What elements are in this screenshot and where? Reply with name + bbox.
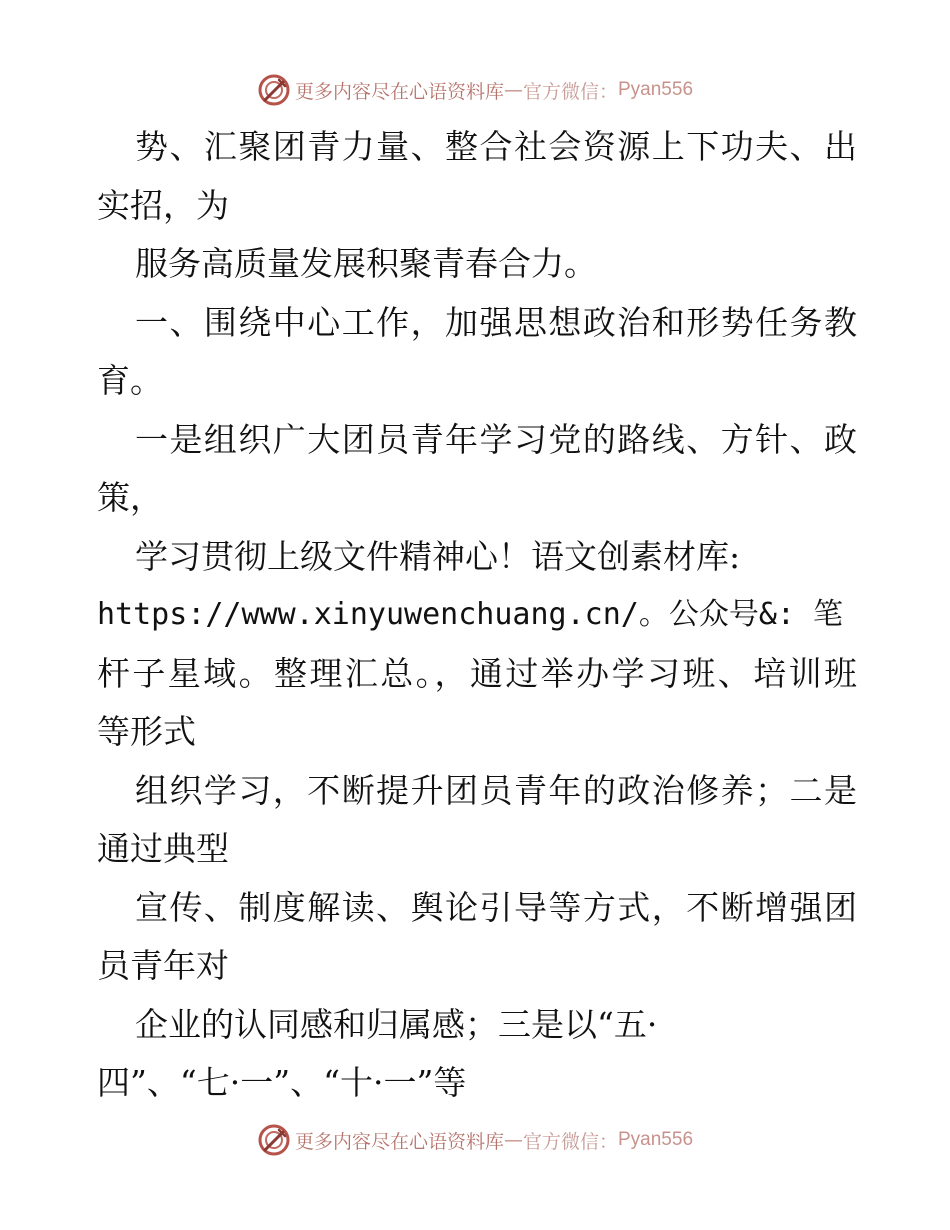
- watermark-separator: —: [503, 79, 523, 101]
- body-line: 四”、“七·一”、“十·一”等: [97, 1063, 467, 1102]
- watermark-separator: —: [503, 1129, 523, 1151]
- body-line: 策，: [97, 478, 163, 517]
- watermark-wechat-id: Pyan556: [618, 1129, 694, 1150]
- watermark-official: 官方微信：: [522, 1130, 618, 1153]
- body-line: 宣传、制度解读、舆论引导等方式，不断增强团: [135, 887, 857, 927]
- watermark-official: 官方微信：: [522, 80, 618, 103]
- watermark-wechat-id: Pyan556: [618, 79, 694, 100]
- body-line: 杆子星域。整理汇总。，通过举办学习班、培训班: [97, 653, 857, 693]
- body-line: 势、汇聚团青力量、整合社会资源上下功夫、出: [135, 127, 857, 166]
- seal-logo-icon: [257, 73, 291, 107]
- watermark-site: 更多内容尽在心语资料库: [294, 80, 504, 103]
- watermark-site: 更多内容尽在心语资料库: [294, 1130, 504, 1153]
- body-line: 企业的认同感和归属感；三是以“五·: [135, 1004, 658, 1044]
- body-line: 学习贯彻上级文件精神心！语文创素材库:: [135, 536, 741, 576]
- header-watermark: [0, 70, 950, 110]
- body-line: 实招，为: [97, 185, 229, 225]
- body-line: 等形式: [97, 712, 196, 751]
- body-line: 一是组织广大团员青年学习党的路线、方针、政: [135, 419, 857, 459]
- body-line: 一、围绕中心工作，加强思想政治和形势任务教: [135, 302, 857, 342]
- document-body: [97, 118, 857, 1113]
- body-line: 服务高质量发展积聚青春合力。: [135, 244, 597, 283]
- body-line-url: https://www.xinyuwenchuang.cn/。公众号&: 笔: [97, 597, 844, 632]
- body-line: 通过典型: [97, 829, 229, 868]
- seal-logo-icon: [257, 1123, 291, 1157]
- body-line: 员青年对: [97, 946, 229, 985]
- footer-watermark: [0, 1120, 950, 1160]
- body-line: 组织学习，不断提升团员青年的政治修养；二是: [135, 770, 857, 810]
- body-line: 育。: [97, 361, 163, 400]
